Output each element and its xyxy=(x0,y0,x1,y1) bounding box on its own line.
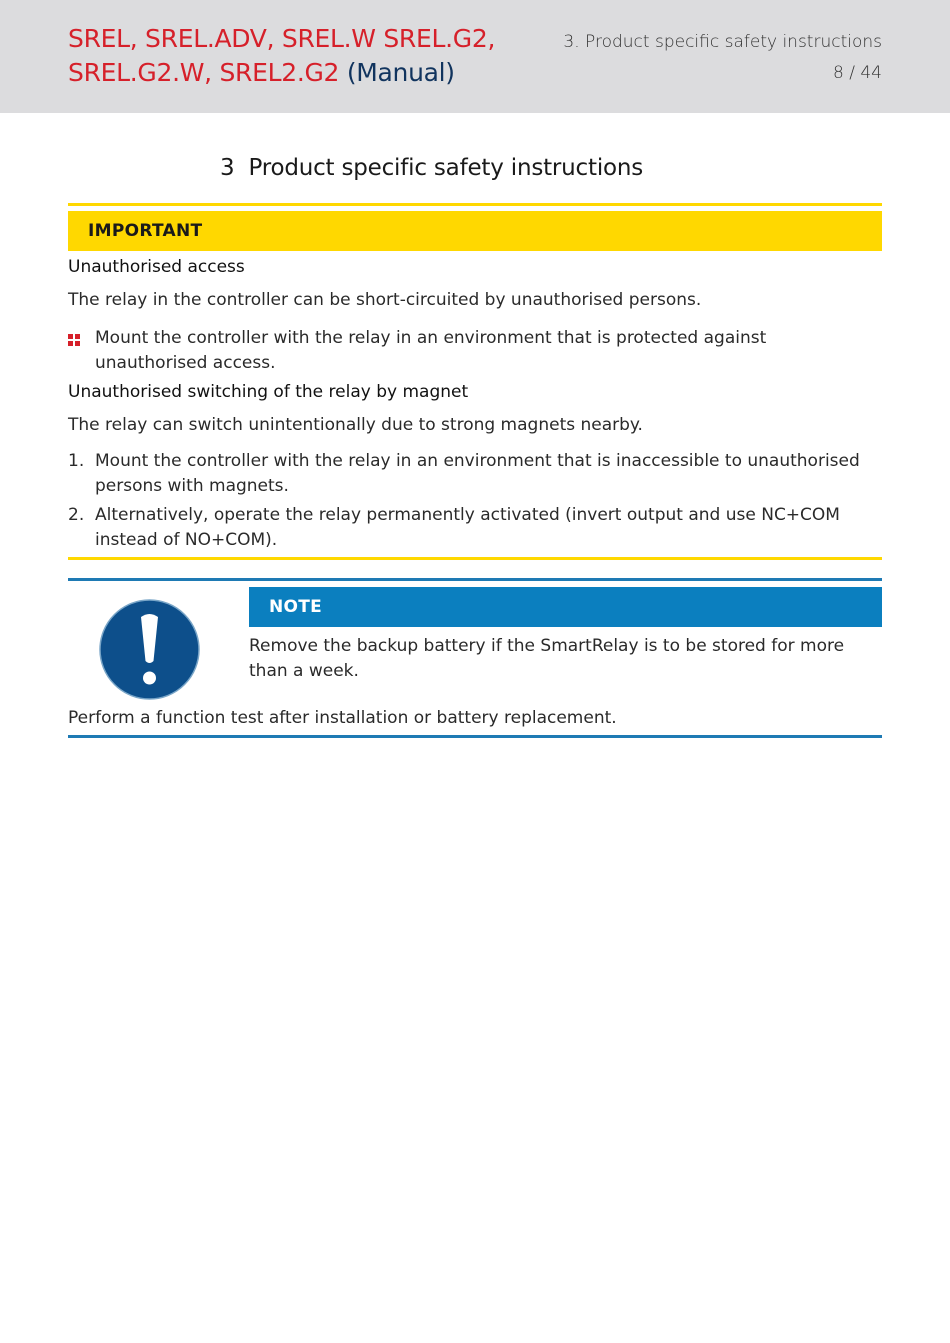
step-number: 1. xyxy=(68,451,85,471)
important-label: IMPORTANT xyxy=(68,211,882,251)
section-heading-unauthorised-access: Unauthorised access xyxy=(68,257,245,277)
section-text-magnet: The relay can switch unintentionally due to strong magnets nearby. xyxy=(68,415,643,435)
list-item xyxy=(68,449,882,499)
chapter-number: 3 xyxy=(220,155,235,181)
note-footer-text: Perform a function test after installation or battery replacement. xyxy=(68,708,617,728)
list-item xyxy=(68,503,882,553)
chapter-heading xyxy=(220,155,643,181)
step-text: Alternatively, operate the relay permanently activated (invert output and use NC+COM instead of NO+COM). xyxy=(95,505,840,550)
page-number: 8 / 44 xyxy=(833,63,882,83)
chapter-title: Product specific safety instructions xyxy=(248,155,644,181)
note-label: NOTE xyxy=(249,587,882,627)
bullet-text: Mount the controller with the relay in an environment that is protected against unauthorised access. xyxy=(95,328,767,373)
section-heading-magnet: Unauthorised switching of the relay by magnet xyxy=(68,382,469,402)
header-section-name: 3. Product specific safety instructions xyxy=(563,32,882,52)
note-top-rule xyxy=(68,578,882,581)
page-header xyxy=(0,0,950,113)
note-text: Remove the backup battery if the SmartRelay is to be stored for more than a week. xyxy=(249,636,845,681)
document-title-products: SREL, SREL.ADV, SREL.W SREL.G2, SREL.G2.W, SREL2.G2 xyxy=(68,24,496,87)
document-title-type: (Manual) xyxy=(346,58,455,87)
step-number: 2. xyxy=(68,505,85,525)
section-text-unauthorised-access: The relay in the controller can be short-circuited by unauthorised persons. xyxy=(68,290,702,310)
important-box xyxy=(68,203,882,251)
bullet-square-icon xyxy=(68,326,95,376)
header-meta xyxy=(563,27,882,89)
document-title xyxy=(68,22,538,90)
list-item xyxy=(68,326,882,376)
note-bottom-rule xyxy=(68,735,882,738)
step-text: Mount the controller with the relay in an environment that is inaccessible to unauthorised persons with magnets. xyxy=(95,451,860,496)
exclamation-icon xyxy=(99,599,200,700)
important-end-rule xyxy=(68,557,882,560)
